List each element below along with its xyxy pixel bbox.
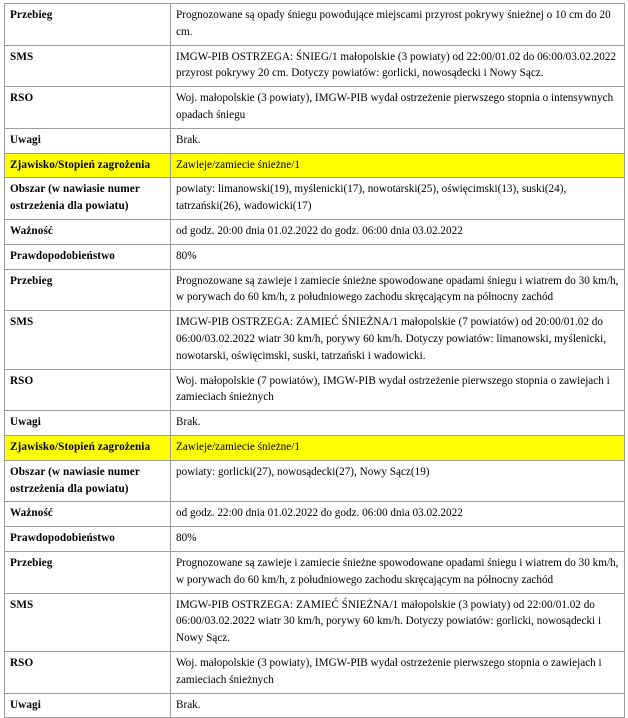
table-row xyxy=(5,178,625,220)
table-row xyxy=(5,527,625,552)
row-value: IMGW-PIB OSTRZEGA: ZAMIEĆ ŚNIEŻNA/1 małopolskie (3 powiaty) od 22:00/01.02 do 06:00/03.02.2022 wiatr 30 km/h, porywy 60 km/h. Dotyczy powiatów: gorlicki, nowosądecki i Nowy Sącz. xyxy=(171,593,625,651)
row-label: Uwagi xyxy=(5,128,171,153)
table-row xyxy=(5,435,625,460)
table-row xyxy=(5,4,625,46)
table-row xyxy=(5,153,625,178)
row-label: Prawdopodobieństwo xyxy=(5,527,171,552)
table-row xyxy=(5,128,625,153)
table-row xyxy=(5,311,625,369)
row-value: Brak. xyxy=(171,128,625,153)
row-label: SMS xyxy=(5,45,171,87)
table-row xyxy=(5,244,625,269)
row-value: Zawieje/zamiecie śnieżne/1 xyxy=(171,435,625,460)
row-label: Obszar (w nawiasie numer ostrzeżenia dla powiatu) xyxy=(5,178,171,220)
table-row xyxy=(5,693,625,718)
table-row xyxy=(5,369,625,411)
row-label: Przebieg xyxy=(5,269,171,311)
row-label: Ważność xyxy=(5,502,171,527)
row-value: od godz. 20:00 dnia 01.02.2022 do godz. 06:00 dnia 03.02.2022 xyxy=(171,219,625,244)
row-value: Zawieje/zamiecie śnieżne/1 xyxy=(171,153,625,178)
table-row xyxy=(5,87,625,129)
row-label: Uwagi xyxy=(5,693,171,718)
row-label: SMS xyxy=(5,311,171,369)
row-value: Brak. xyxy=(171,693,625,718)
row-value: IMGW-PIB OSTRZEGA: ŚNIEG/1 małopolskie (3 powiaty) od 22:00/01.02 do 06:00/03.02.2022 przyrost pokrywy 20 cm. Dotyczy powiatów: gorlicki, nowosądecki i Nowy Sącz. xyxy=(171,45,625,87)
row-label: Zjawisko/Stopień zagrożenia xyxy=(5,153,171,178)
row-label: RSO xyxy=(5,87,171,129)
row-label: Ważność xyxy=(5,219,171,244)
row-label: RSO xyxy=(5,651,171,693)
table-row xyxy=(5,460,625,502)
weather-warning-table xyxy=(4,3,625,718)
table-row xyxy=(5,45,625,87)
row-value: powiaty: gorlicki(27), nowosądecki(27), Nowy Sącz(19) xyxy=(171,460,625,502)
row-value: Prognozowane są opady śniegu powodujące miejscami przyrost pokrywy śnieżnej o 10 cm do 20 cm. xyxy=(171,4,625,46)
row-value: Woj. małopolskie (7 powiatów), IMGW-PIB wydał ostrzeżenie pierwszego stopnia o zawiejach i zamieciach śnieżnych xyxy=(171,369,625,411)
row-value: Prognozowane są zawieje i zamiecie śnieżne spowodowane opadami śniegu i wiatrem do 30 km/h, w porywach do 60 km/h, z południowego zachodu skręcającym na północny zachód xyxy=(171,551,625,593)
row-value: 80% xyxy=(171,527,625,552)
table-row xyxy=(5,219,625,244)
row-value: IMGW-PIB OSTRZEGA: ZAMIEĆ ŚNIEŻNA/1 małopolskie (7 powiatów) od 20:00/01.02 do 06:00/03.02.2022 wiatr 30 km/h, porywy 60 km/h. Dotyczy powiatów: limanowski, myślenicki, nowotarski, oświęcimski, suski, tatrzański i wadowicki. xyxy=(171,311,625,369)
row-label: SMS xyxy=(5,593,171,651)
table-row xyxy=(5,551,625,593)
row-value: 80% xyxy=(171,244,625,269)
row-label: Przebieg xyxy=(5,4,171,46)
table-row xyxy=(5,593,625,651)
table-row xyxy=(5,651,625,693)
row-value: Brak. xyxy=(171,411,625,436)
row-value: Prognozowane są zawieje i zamiecie śnieżne spowodowane opadami śniegu i wiatrem do 30 km/h, w porywach do 60 km/h, z południowego zachodu skręcającym na północny zachód xyxy=(171,269,625,311)
row-label: RSO xyxy=(5,369,171,411)
row-label: Zjawisko/Stopień zagrożenia xyxy=(5,435,171,460)
row-value: Woj. małopolskie (3 powiaty), IMGW-PIB wydał ostrzeżenie pierwszego stopnia o zawiejach i zamieciach śnieżnych xyxy=(171,651,625,693)
row-value: Woj. małopolskie (3 powiaty), IMGW-PIB wydał ostrzeżenie pierwszego stopnia o intensywnych opadach śniegu xyxy=(171,87,625,129)
row-label: Uwagi xyxy=(5,411,171,436)
table-row xyxy=(5,502,625,527)
table-body xyxy=(5,4,625,718)
table-row xyxy=(5,269,625,311)
row-value: powiaty: limanowski(19), myślenicki(17), nowotarski(25), oświęcimski(13), suski(24), tatrzański(26), wadowicki(17) xyxy=(171,178,625,220)
row-label: Przebieg xyxy=(5,551,171,593)
row-label: Obszar (w nawiasie numer ostrzeżenia dla powiatu) xyxy=(5,460,171,502)
row-value: od godz. 22:00 dnia 01.02.2022 do godz. 06:00 dnia 03.02.2022 xyxy=(171,502,625,527)
table-row xyxy=(5,411,625,436)
row-label: Prawdopodobieństwo xyxy=(5,244,171,269)
